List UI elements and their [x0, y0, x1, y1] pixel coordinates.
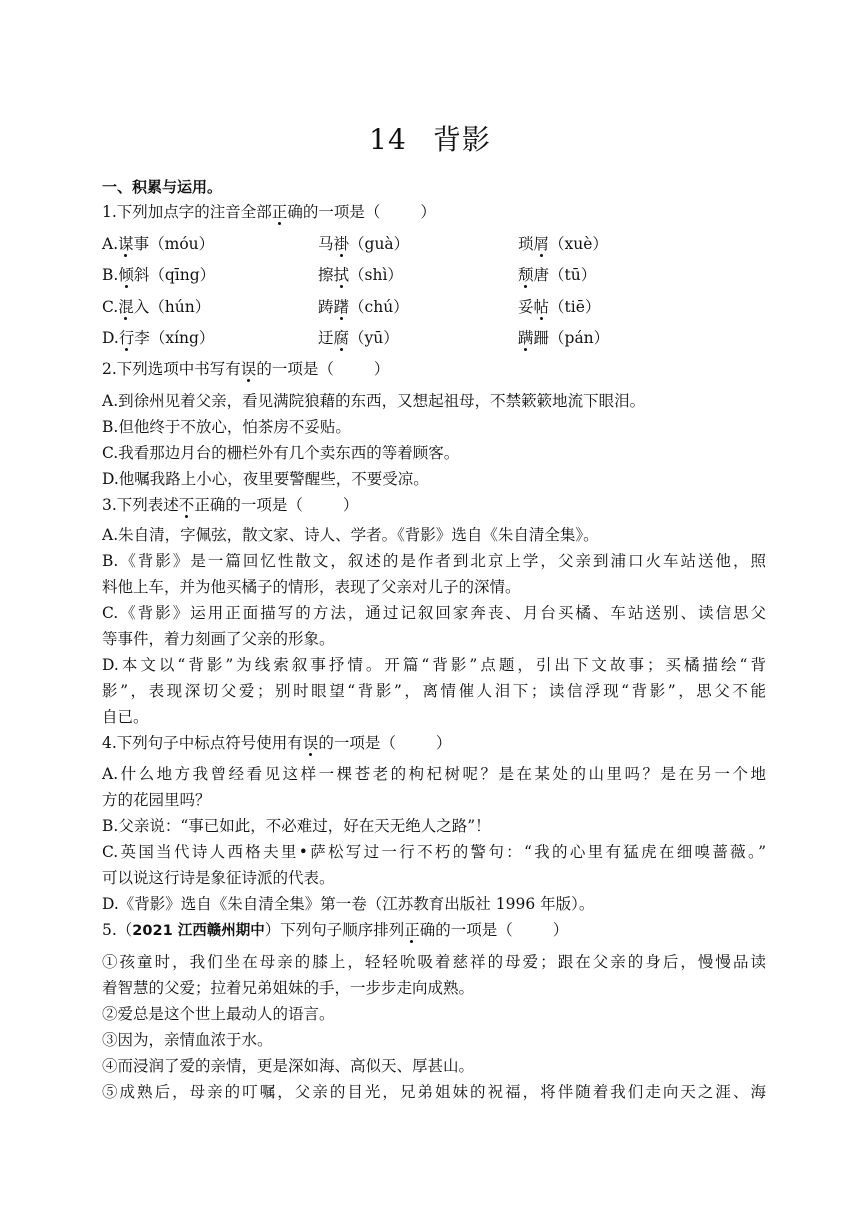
q3-option-b-line2: 料他上车，并为他买橘子的情形，表现了父亲对儿子的深情。	[102, 578, 521, 596]
source-tag: 2021 江西赣州期中	[132, 923, 265, 939]
q3-option-a: A.朱自清，字佩弦，散文家、诗人、学者。《背影》选自《朱自清全集》。	[102, 526, 599, 544]
q5-sentence-2: ②爱总是这个世上最动人的语言。	[102, 1005, 335, 1023]
q1-option-a2: 马褂（guà）	[318, 235, 410, 253]
q2-option-d: D.他嘱我路上小心，夜里要警醒些，不要受凉。	[102, 470, 429, 488]
q3-option-d-line3: 自已。	[102, 708, 149, 726]
q2-option-a: A.到徐州见着父亲，看见满院狼藉的东西，又想起祖母，不禁簌簌地流下眼泪。	[102, 392, 646, 410]
q1-option-c2: 踌躇（chú）	[318, 298, 409, 316]
q5-sentence-1-line2: 着智慧的父爱；拉着兄弟姐妹的手，一步步走向成熟。	[102, 979, 475, 997]
q2-option-b: B.但他终于不放心，怕茶房不妥贴。	[102, 418, 351, 436]
q4-option-c-line1: C.英国当代诗人西格夫里•萨松写过一行不朽的警句：“我的心里有猛虎在细嗅蔷薇。”	[102, 843, 766, 861]
q1-option-d3: 蹒跚（pán）	[518, 329, 610, 347]
q1-option-a3: 琐屑（xuè）	[518, 235, 608, 253]
question-1-stem: 1.下列加点字的注音全部正确的一项是（ ）	[102, 203, 436, 221]
page-title: 14 背影	[369, 123, 491, 156]
q1-option-a1: A.谋事（móu）	[102, 235, 215, 253]
q3-option-b-line1: B.《背影》是一篇回忆性散文，叙述的是作者到北京上学，父亲到浦口火车站送他，照	[102, 552, 766, 570]
q1-option-d1: D.行李（xíng）	[102, 329, 215, 347]
section-heading: 一、积累与运用。	[102, 178, 223, 196]
q1-option-c3: 妥帖（tiē）	[518, 298, 601, 316]
q1-option-b3: 颓唐（tū）	[518, 266, 597, 284]
q3-option-c-line2: 等事件，着力刻画了父亲的形象。	[102, 630, 335, 648]
q5-sentence-3: ③因为，亲情血浓于水。	[102, 1031, 273, 1049]
q4-option-a-line1: A.什么地方我曾经看见这样一棵苍老的枸杞树呢？是在某处的山里吗？是在另一个地	[102, 765, 766, 783]
question-2-stem: 2.下列选项中书写有误的一项是（ ）	[102, 360, 390, 378]
q4-option-a-line2: 方的花园里吗？	[102, 791, 211, 809]
q3-option-d-line1: D.本文以“背影”为线索叙事抒情。开篇“背影”点题，引出下文故事；买橘描绘“背	[102, 656, 766, 674]
q4-option-d: D.《背影》选自《朱自清全集》第一卷（江苏教育出版社 1996 年版）。	[102, 895, 595, 913]
question-3-stem: 3.下列表述不正确的一项是（ ）	[102, 496, 359, 514]
q3-option-d-line2: 影”，表现深切父爱；别时眼望“背影”，离情催人泪下；读信浮现“背影”，思父不能	[102, 682, 766, 700]
q5-sentence-4: ④而浸润了爱的亲情，更是深如海、高似天、厚甚山。	[102, 1057, 475, 1075]
q2-option-c: C.我看那边月台的栅栏外有几个卖东西的等着顾客。	[102, 444, 460, 462]
question-5-stem: 5.（2021 江西赣州期中）下列句子顺序排列正确的一项是（ ）	[102, 921, 569, 939]
q4-option-c-line2: 可以说这行诗是象征诗派的代表。	[102, 869, 335, 887]
question-4-stem: 4.下列句子中标点符号使用有误的一项是（ ）	[102, 734, 452, 752]
q3-option-c-line1: C.《背影》运用正面描写的方法，通过记叙回家奔丧、月台买橘、车站送别、读信思父	[102, 604, 766, 622]
q1-option-c1: C.混入（hún）	[102, 298, 211, 316]
q1-option-b1: B.倾斜（qīng）	[102, 266, 216, 284]
q4-option-b: B.父亲说：“事已如此，不必难过，好在天无绝人之路”！	[102, 817, 491, 835]
q1-option-d2: 迂腐（yū）	[318, 329, 399, 347]
q5-sentence-5-line1: ⑤成熟后，母亲的叮嘱，父亲的目光，兄弟姐妹的祝福，将伴随着我们走向天之涯、海	[102, 1083, 766, 1101]
q1-option-b2: 擦拭（shì）	[318, 266, 403, 284]
q5-sentence-1-line1: ①孩童时，我们坐在母亲的膝上，轻轻吮吸着慈祥的母爱；跟在父亲的身后，慢慢品读	[102, 953, 766, 971]
